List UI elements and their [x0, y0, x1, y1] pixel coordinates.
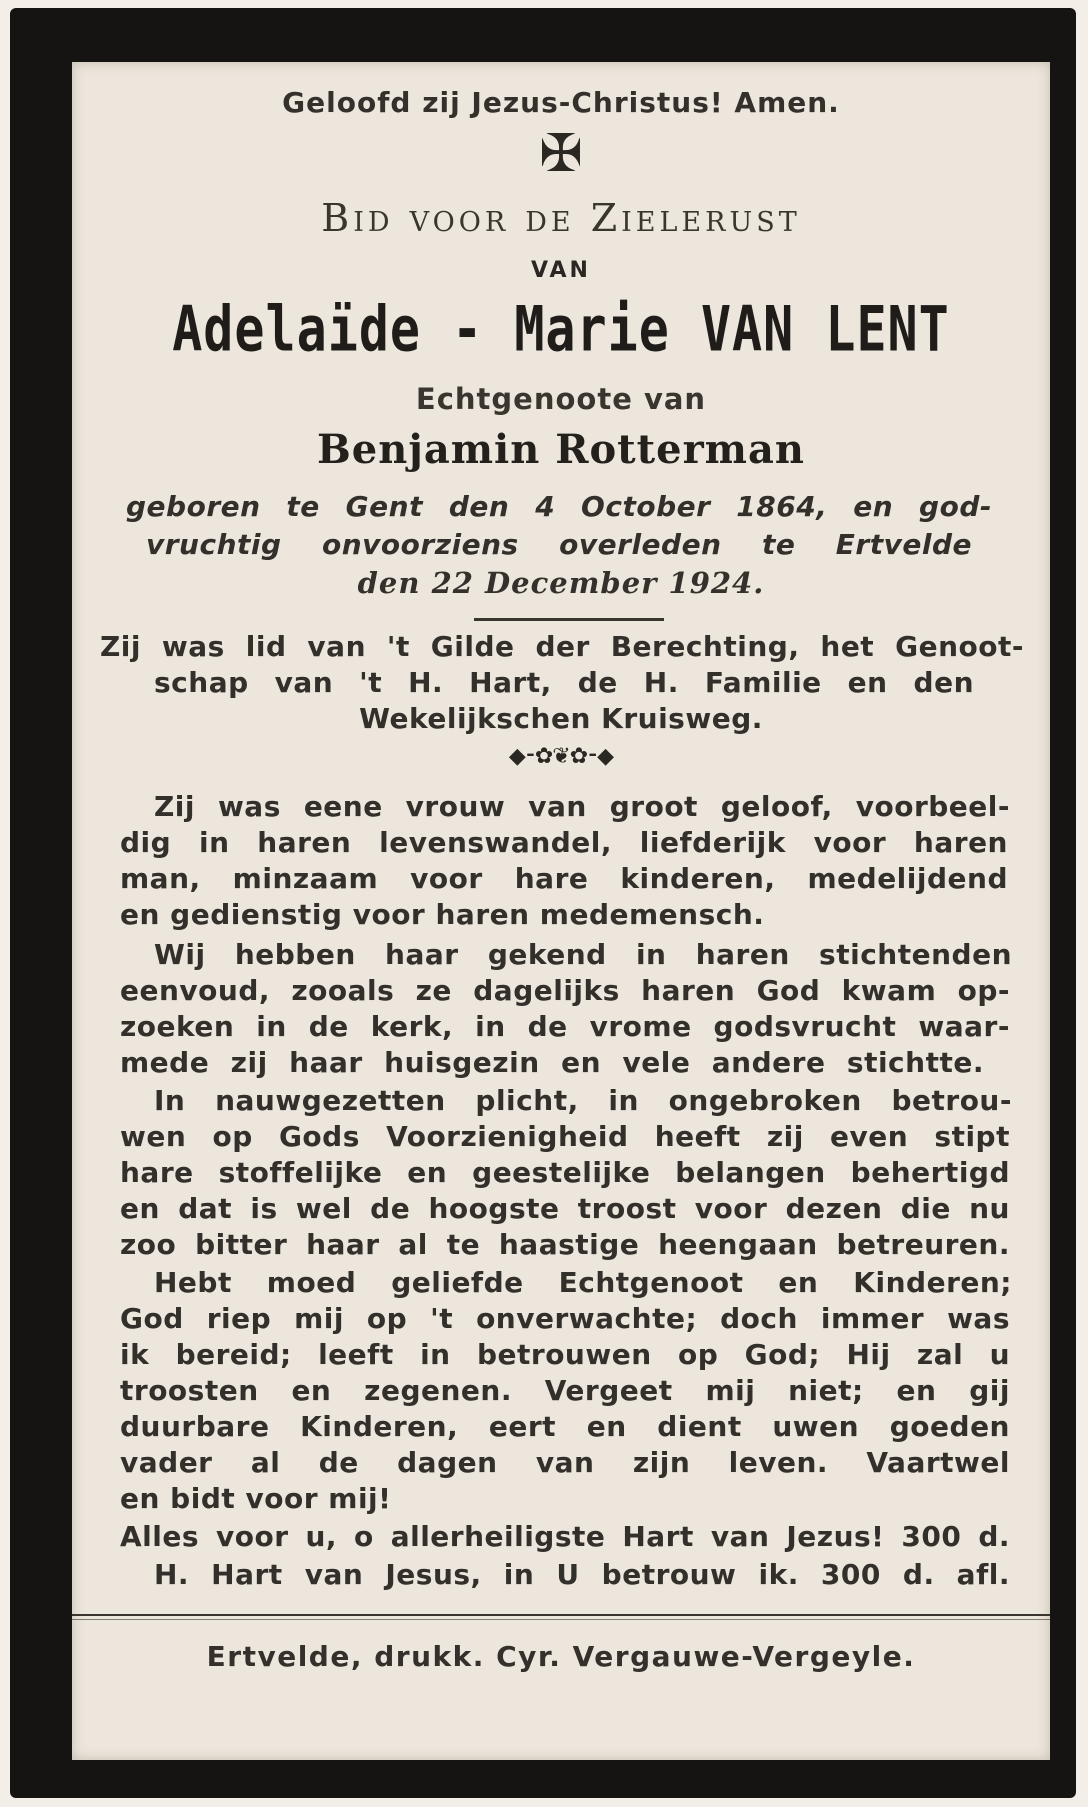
paragraph-3-line: wen op Gods Voorzienigheid heeft zij even stipt: [120, 1120, 1010, 1153]
divider: [474, 618, 664, 621]
paragraph-3-line: hare stoffelijke en geestelijke belangen behertigd: [120, 1156, 1010, 1189]
paragraph-2-line: Wij hebben haar gekend in haren stichtenden: [154, 938, 1012, 971]
cross-pattee-icon: ✠: [539, 124, 583, 184]
paragraph-4-line: troosten en zegenen. Vergeet mij niet; en gij: [120, 1374, 1010, 1407]
birth-death-line: geboren te Gent den 4 October 1864, en god-: [126, 490, 992, 523]
birth-death-line: vruchtig onvoorziens overleden te Ertvelde: [146, 528, 972, 561]
paragraph-1-line: dig in haren levenswandel, liefderijk voor haren: [120, 826, 1008, 859]
printer-line: Ertvelde, drukk. Cyr. Vergauwe-Vergeyle.: [206, 1640, 916, 1673]
birth-death-line: den 22 December 1924.: [357, 566, 765, 600]
paragraph-1-line: Zij was eene vrouw van groot geloof, voorbeel-: [154, 790, 1010, 823]
paragraph-4-line: Hebt moed geliefde Echtgenoot en Kinderen;: [154, 1266, 1012, 1299]
spouse-name: Benjamin Rotterman: [317, 426, 805, 473]
card-paper: [72, 62, 1050, 1760]
deceased-name: Adelaïde - Marie VAN LENT: [172, 292, 950, 366]
paragraph-4-line: en bidt voor mij!: [120, 1482, 392, 1515]
paragraph-4-line: God riep mij op 't onverwachte; doch immer was: [120, 1302, 1010, 1335]
footer-divider-thin: [72, 1619, 1050, 1620]
paragraph-3-line: In nauwgezetten plicht, in ongebroken betrou-: [154, 1084, 1012, 1117]
paragraph-4-line: ik bereid; leeft in betrouwen op God; Hij zal u: [120, 1338, 1010, 1371]
memorial-card: [10, 8, 1076, 1798]
membership-line: Zij was lid van 't Gilde der Berechting, het Genoot-: [100, 630, 1024, 663]
paragraph-4-line: duurbare Kinderen, eert en dient uwen goeden: [120, 1410, 1010, 1443]
membership-line: schap van 't H. Hart, de H. Familie en den: [154, 666, 974, 699]
paragraph-1-line: en gedienstig voor haren medemensch.: [120, 898, 765, 931]
heading: Geloofd zij Jezus-Christus! Amen.: [282, 86, 840, 119]
floral-ornament-icon: ◆⁃✿❦✿⁃◆: [508, 744, 614, 769]
van-label: VAN: [531, 258, 591, 283]
title: Bid voor de Zielerust: [321, 196, 801, 240]
prayer-line: H. Hart van Jesus, in U betrouw ik. 300 d. afl.: [154, 1558, 1010, 1591]
footer-divider: [72, 1614, 1050, 1616]
paragraph-2-line: mede zij haar huisgezin en vele andere stichtte.: [120, 1046, 984, 1079]
paragraph-2-line: eenvoud, zooals ze dagelijks haren God kwam op-: [120, 974, 1010, 1007]
membership-line: Wekelijkschen Kruisweg.: [359, 702, 763, 735]
paragraph-3-line: en dat is wel de hoogste troost voor dezen die nu: [120, 1192, 1010, 1225]
prayer-line: Alles voor u, o allerheiligste Hart van Jezus! 300 d.: [120, 1520, 1010, 1553]
paragraph-3-line: zoo bitter haar al te haastige heengaan betreuren.: [120, 1228, 1010, 1261]
paragraph-2-line: zoeken in de kerk, in de vrome godsvrucht waar-: [120, 1010, 1010, 1043]
paragraph-4-line: vader al de dagen van zijn leven. Vaartwel: [120, 1446, 1010, 1479]
spouse-label: Echtgenoote van: [415, 382, 707, 416]
paragraph-1-line: man, minzaam voor hare kinderen, medelijdend: [120, 862, 1008, 895]
